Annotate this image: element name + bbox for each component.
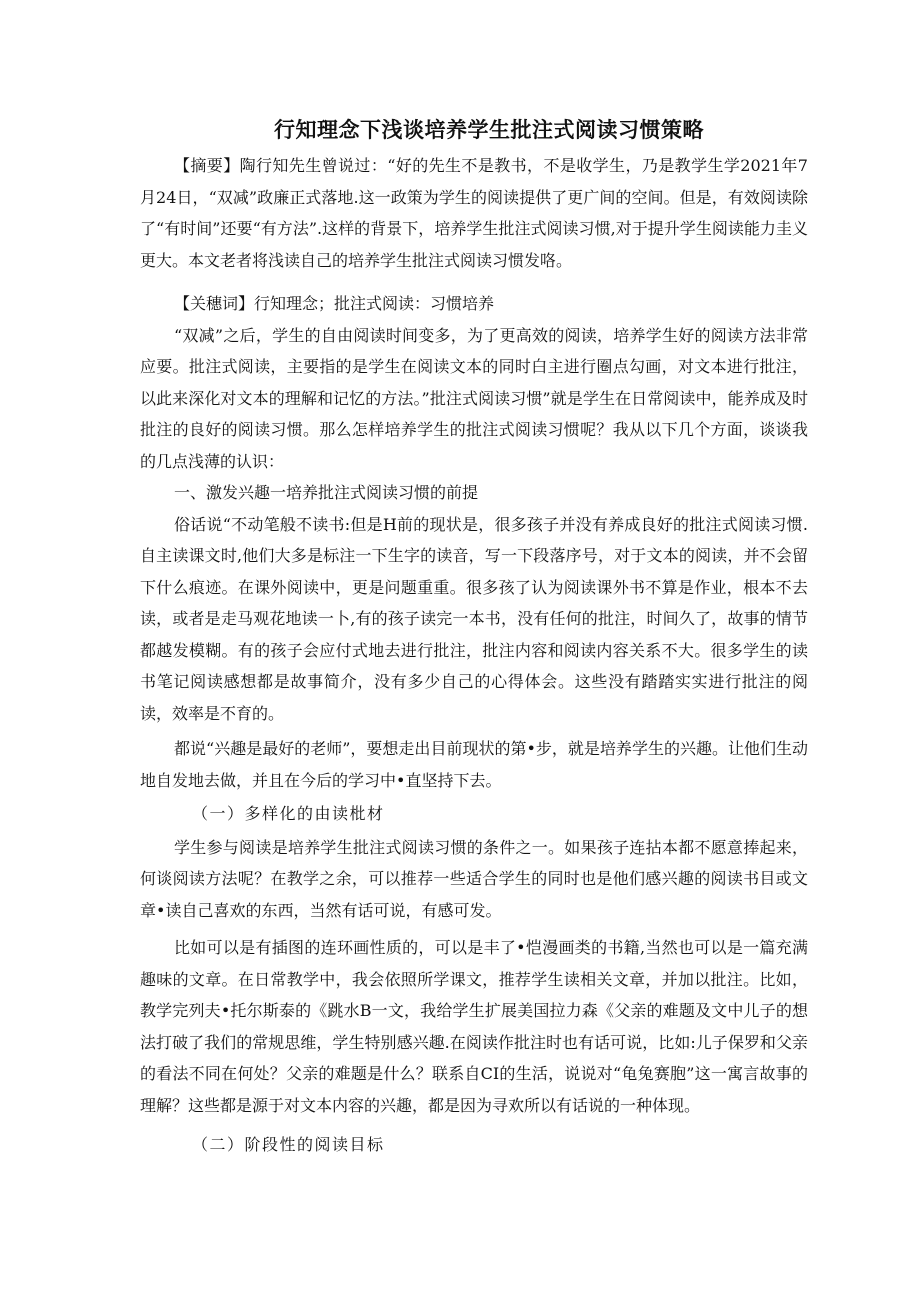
abstract-paragraph: 【摘要】陶行知先生曾说过：“好的先生不是教书，不是收学生，乃是教学生学2021年7月24日，“双减”政廉正式落地.这一政策为学生的阅读提供了更广间的空间。但是，有效阅读除了“有时间”还要“有方法”.这样的背景下，培养学生批注式阅读习惯,对于提升学生阅读能力圭义更大。本文老者将浅读自己的培养学生批注式阅读习惯发咯。 [140, 156, 808, 270]
document-page [140, 112, 808, 1163]
intro-paragraph: “双减”之后，学生的自由阅读时间变多，为了更高效的阅读，培养学生好的阅读方法非常应要。批注式阅读，主要指的是学生在阅读文本的同时白主进行圈点勾画，对文本进行批注，以此来深化对文本的理解和记忆的方法。”批注式阅读习惯”就是学生在日常阅读中，能养成及时批注的良好的阅读习惯。那么怎样培养学生的批注式阅读习惯呢？我从以下几个方面，谈谈我的几点浅薄的认识： [140, 325, 808, 471]
subsection1-heading: （一）多样化的由读枇材 [192, 804, 385, 823]
document-title: 行知理念下浅谈培养学生批注式阅读习惯策略 [274, 118, 704, 142]
keywords-paragraph: 【关穗词】行知理念；批注式阅读：习惯培养 [174, 294, 495, 313]
subsection2-heading: （二）阶段性的阅读目标 [192, 1135, 385, 1154]
section1-paragraph-1: 俗话说“不动笔般不读书:但是H前的现状是，很多孩子并没有养成良好的批注式阅读习惯.自主读课文时,他们大多是标注一下生字的读音，写一下段落序号，对于文本的阅读，并不会留下什么痕迹。在课外阅读中，更是问题重重。很多孩了认为阅读课外书不算是作业，根本不去读，或者是走马观花地读一卜,有的孩子读完一本书，没有任何的批注，时间久了，故事的情节都越发模糊。有的孩子会应付式地去进行批注，批注内容和阅读内容关系不大。很多学生的读书笔记阅读感想都是故事简介，没有多少自己的心得体会。这些没有踏踏实实进行批注的阅读，效率是不育的。 [140, 514, 808, 723]
subsection1-paragraph-2: 比如可以是有插图的连环画性质的，可以是丰了•恺漫画类的书籍,当然也可以是一篇充满趣味的文章。在日常教学中，我会依照所学课文，推荐学生读相关文章，并加以批注。比如，教学完列夫•托尔斯泰的《跳水B一文，我给学生扩展美国拉力森《父亲的难题及文中儿子的想法打破了我们的常规思维，学生特别感兴趣.在阅读作批注时也有话可说，比如:儿子保罗和父亲的看法不同在何处？父亲的难题是什么？联系自CI的生活，说说对“龟兔赛胞”这一寓言故事的理解？这些都是源于对文本内容的兴趣，都是因为寻欢所以有话说的一种体现。 [140, 938, 808, 1115]
spacer [140, 276, 808, 288]
subsection1-paragraph-1: 学生参与阅读是培养学生批注式阅读习惯的条件之一。如果孩子连拈本都不愿意捧起来，何谈阅读方法呢？在教学之余，可以推荐一些适合学生的同时也是他们感兴趣的阅读书目或文章•读自己喜欢的东西，当然有话可说，有感可发。 [140, 837, 808, 920]
section1-heading: 一、激发兴趣一培养批注式阅读习惯的前提 [174, 483, 479, 502]
section1-paragraph-2: 都说“兴趣是最好的老师”，要想走出目前现状的第•步，就是培养学生的兴趣。让他们生动地自发地去做，并且在今后的学习中•直坚持下去。 [140, 739, 808, 790]
